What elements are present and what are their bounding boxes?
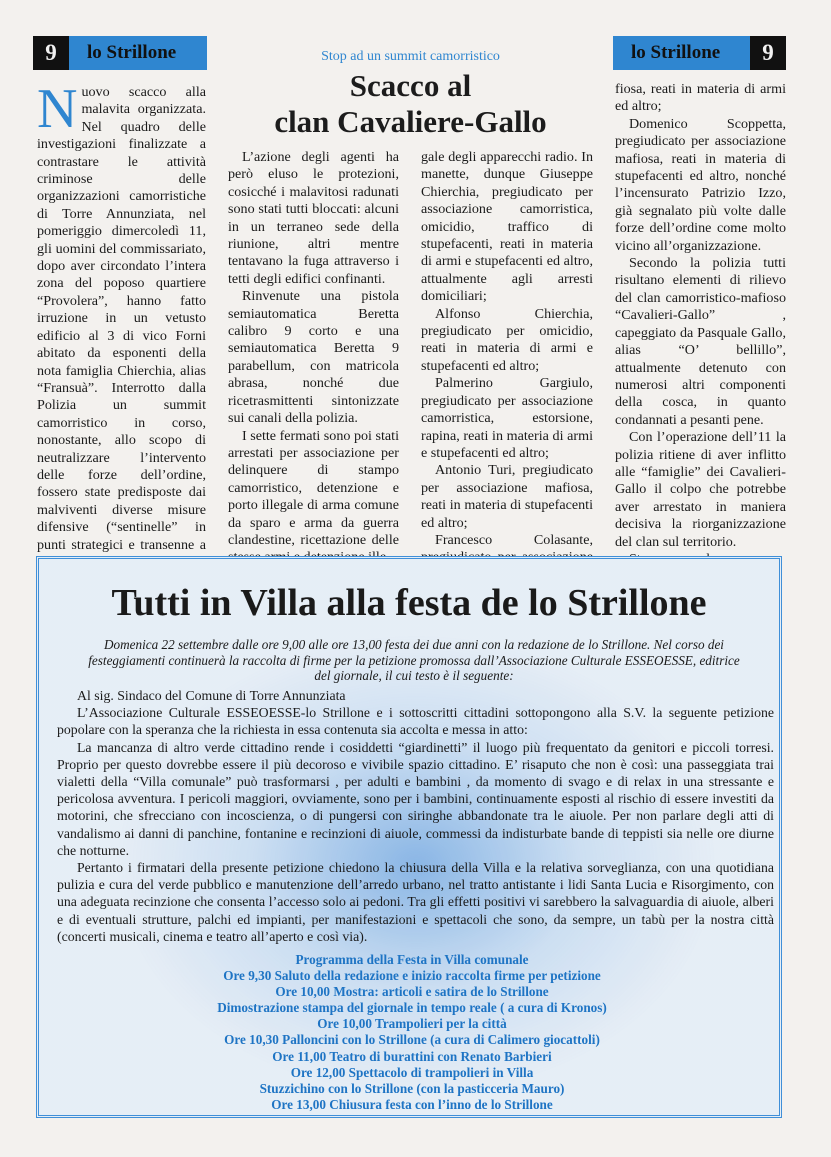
- program-item: Dimostrazione stampa del giornale in tempo reale ( a cura di Kronos): [217, 1000, 607, 1016]
- masthead-right: lo Strillone: [613, 36, 750, 70]
- festa-announcement-box: [36, 556, 782, 1118]
- paragraph: uovo scacco alla malavita organizzata. Nel quadro delle investigazioni finalizzate a contrastare le attività criminose delle organizzazioni camorristiche di Torre Annunziata, nel pomeriggio dimercoledì 11, gli uomini del commissariato, dopo aver circondato l’intera zona del poposo quartiere “Provolera”, hanno fatto irruzione in un vetusto edificio al 3 di vico Forni abitato da esponenti della nota famiglia Chierchia, alias “Fransuà”. Interrotto dalla Polizia un summit camorristico in corso, nonostante, allo scopo di neutralizzare l’intervento delle forze dell’ordine, fossero state predisposte dai malviventi diverse misure difensive (“sentinelle” in punti strategici e transenne a: [37, 84, 206, 553]
- program-item: Ore 13,00 Chiusura festa con l’inno de lo Strillone: [271, 1096, 553, 1112]
- paragraph: gale degli apparecchi radio. In manette, dunque Giuseppe Chierchia, pregiudicato per associazione camorristica, omicidio, traffico di stupefacenti, reati in materia di armi e stupefacenti ed altro, attualmente agli arresti domiciliari;: [421, 149, 593, 305]
- program-item: Ore 9,30 Saluto della redazione e inizio raccolta firme per petizione: [223, 968, 601, 984]
- paragraph: Domenico Scoppetta, pregiudicato per associazione mafiosa, reati in materia di stupefacenti ed altro, nonché l’incensurato Patrizio Izzo, già segnalato più volte dalle forze dell’ordine come molto vicino all’organizzazione.: [615, 115, 786, 254]
- program-item: Stuzzichino con lo Strillone (con la pasticceria Mauro): [259, 1080, 565, 1096]
- article-column-2: [228, 149, 399, 567]
- petition-paragraph: L’Associazione Culturale ESSEOESSE-lo Strillone e i sottoscritti cittadini sottopongono alla S.V. la seguente petizione popolare con la speranza che la richiesta in essa contenuta sia accolta e messa in atto:: [57, 705, 774, 738]
- headline-line-1: Scacco al: [349, 68, 472, 103]
- petition-paragraph: Al sig. Sindaco del Comune di Torre Annunziata: [77, 688, 346, 703]
- paragraph: Rinvenute una pistola semiautomatica Beretta calibro 9 corto e una semiautomatica Beretta 9 parabellum, con matricola abrasa, nonché due ricetrasmittenti sintonizzate sui canali della polizia.: [228, 288, 399, 427]
- program-item: Ore 10,00 Mostra: articoli e satira de lo Strillone: [275, 984, 549, 1000]
- page-header-left: [33, 36, 207, 70]
- paragraph: Alfonso Chierchia, pregiudicato per omicidio, reati in materia di armi e stupefacenti ed altro;: [421, 305, 593, 374]
- paragraph: Antonio Turi, pregiudicato per associazione mafiosa, reati in materia di stupefacenti ed altro;: [421, 462, 593, 531]
- paragraph: Con l’operazione dell’11 la polizia ritiene di aver inflitto alle “famiglie” dei Cavalieri-Gallo il colpo che potrebbe aver arrestato in maniera decisiva la riorganizzazione del clan sul territorio.: [615, 429, 786, 550]
- petition-paragraph: Pertanto i firmatari della presente petizione chiedono la chiusura della Villa e la relativa sorveglianza, con una quotidiana pulizia e cura del verde pubblico e manutenzione dell’arredo urbano, nel tratto antistante i lidi Santa Lucia e Risorgimento, con una adeguata recinzione che consenta l’accesso solo ai pedoni. Tra gli effetti positivi vi sarebbero la salvaguardia di aiuole, alberi e di eventuali strutture, palchi ed impianti, per manifestazioni e spettacoli che sono, da sempre, un tabù per la nostra città (concerti musicali, cinema e teatro all’aperto e così via).: [57, 860, 774, 944]
- article-headline: [228, 68, 593, 140]
- paragraph: fiosa, reati in materia di armi ed altro;: [615, 81, 786, 115]
- page-header-right: [613, 36, 786, 70]
- petition-text: [57, 687, 774, 945]
- paragraph: Secondo la polizia tutti risultano elementi di rilievo del clan camorristico-mafioso “Cavalieri-Gallo” , capeggiato da Pasquale Gallo, alias “O’ bellillo”, attualmente detenuto con numerosi altri componenti della cosca, in quanto condannati a pesanti pene.: [615, 255, 786, 428]
- page-number-left: 9: [33, 36, 69, 70]
- masthead-left: lo Strillone: [69, 36, 207, 70]
- festa-intro: Domenica 22 settembre dalle ore 9,00 alle ore 13,00 festa dei due anni con la redazione de lo Strillone. Nel corso dei festeggiamenti continuerà la raccolta di firme per la petizione promossa dall’Associazione Culturale ESSEOESSE, editrice del giornale, il cui testo è il seguente:: [88, 637, 740, 684]
- paragraph: L’azione degli agenti ha però eluso le protezioni, cosicché i malavitosi radunati sono stati tutti bloccati: alcuni in un terraneo sede della riunione, altri mentre tentavano la fuga attraverso i tetti degli edifici confinanti.: [228, 149, 399, 287]
- program-heading: Programma della Festa in Villa comunale: [295, 952, 529, 967]
- festa-title: Tutti in Villa alla festa de lo Strillone: [111, 582, 707, 624]
- program-item: Ore 10,30 Palloncini con lo Strillone (a cura di Calimero giocattoli): [224, 1032, 600, 1048]
- article-column-4: [615, 81, 786, 568]
- headline-line-2: clan Cavaliere-Gallo: [274, 104, 547, 139]
- drop-cap: N: [37, 78, 78, 140]
- program-item: Ore 12,00 Spettacolo di trampolieri in Villa: [290, 1064, 534, 1080]
- petition-paragraph: La mancanza di altro verde cittadino rende i cosiddetti “giardinetti” il luogo più frequentato da genitori e piccoli torresi. Proprio per questo dovrebbe essere il più decoroso e vivibile spazio cittadino. E’ risaputo che non è così: una passeggiata trai vialetti della “Villa comunale” può trasformarsi , per adulti e bambini , da momento di svago e di relax in una stressante e pericolosa avventura. I pericoli maggiori, ovviamente, sono per i bambini, continuamente esposti al rischio di essere investiti da motorini, che sfrecciano con incoscienza, o di pungersi con siringhe abbandonate tra le aiuole. Per non parlare degli atti di vandalismo ai danni di panchine, fontanine e recinzioni di aiuole, commessi da indisturbate bande di teppisti sia nelle ore diurne che notturne.: [57, 739, 774, 858]
- paragraph: Palmerino Gargiulo, pregiudicato per associazione camorristica, estorsione, rapina, reati in materia di armi e stupefacenti ed altro;: [421, 375, 593, 461]
- paragraph: Francesco Colasante,: [435, 531, 593, 548]
- program-item: Ore 11,00 Teatro di burattini con Renato Barbieri: [272, 1048, 552, 1064]
- article-column-3: [421, 149, 593, 584]
- paragraph: I sette fermati sono poi stati arrestati per associazione per delinquere di stampo camorristico, detenzione e porto illegale di arma comune da sparo e arma da guerra clandestine, ricettazione delle: [228, 427, 399, 548]
- program-item: Ore 10,00 Trampolieri per la città: [317, 1016, 507, 1032]
- article-column-1: [37, 78, 206, 589]
- page-number-right: 9: [750, 36, 786, 70]
- article-kicker: Stop ad un summit camorristico: [321, 49, 500, 64]
- festa-program: [39, 952, 785, 1113]
